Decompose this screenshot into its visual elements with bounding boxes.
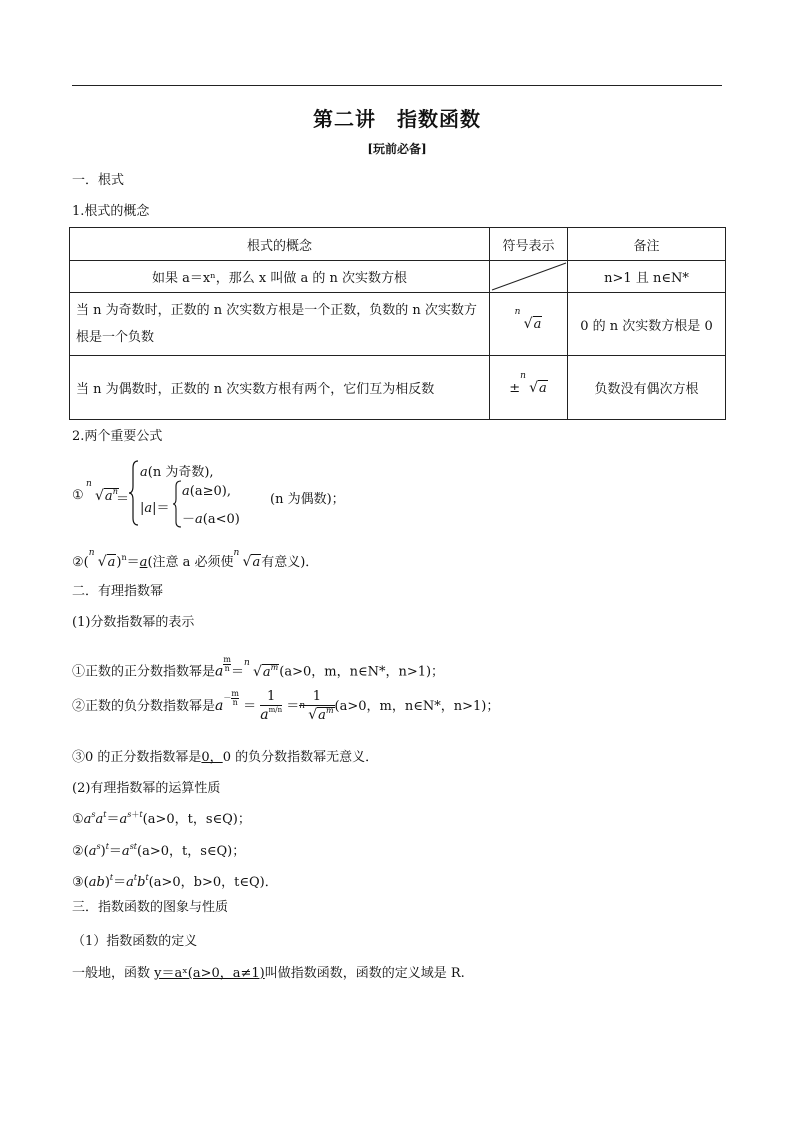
nth-root-a-to-n: n $√a^n$ [86, 479, 118, 504]
section-heading-exponential-function: 三．指数函数的图象与性质 [72, 900, 229, 915]
section-heading-radical: 一．根式 [72, 173, 125, 188]
table-header-concept: 根式的概念 [70, 228, 490, 261]
table-cell-note-2: 0 的 n 次实数方根是 0 [568, 293, 726, 356]
table-cell-symbol-2 [490, 293, 568, 356]
exponential-function-formula: y＝aˣ(a>0，a≠1) [154, 966, 265, 981]
zero-power-rule: ③0 的正分数指数幂是0，0 的负分数指数幂无意义． [72, 750, 379, 765]
formula-1-even-condition: (n 为偶数)； [270, 492, 345, 507]
table-cell-symbol-1-diagonal [490, 261, 568, 293]
page-subtitle: [玩前必备] [367, 142, 427, 156]
fraction-power-negative: ②正数的负分数指数幂是$a^{- \frac{m}{n}}$ ＝ $\frac{1}{a^{m/n}}$ ＝ 1 n $√a^m$ (a>0，m，n∈N*，n>1)； [72, 688, 500, 723]
subheading-radical-concept: 1.根式的概念 [72, 204, 150, 219]
radical-concept-table [69, 227, 726, 420]
subheading-exponential-definition: （1）指数函数的定义 [72, 934, 198, 949]
subheading-fraction-power: (1)分数指数幂的表示 [72, 615, 195, 630]
formula-2-tail: 有意义)． [261, 555, 319, 570]
plus-minus-nth-root-symbol: ± n √a [509, 370, 547, 396]
table-cell-concept-2: 当 n 为奇数时，正数的 n 次实数方根是一个正数，负数的 n 次实数方根是一个负数 [70, 293, 490, 356]
table-cell-concept-1: 如果 a＝xⁿ，那么 x 叫做 a 的 n 次实数方根 [70, 261, 490, 293]
table-cell-symbol-3 [490, 356, 568, 420]
nth-root-a-symbol: n √a [514, 307, 542, 332]
table-header-note: 备注 [568, 228, 726, 261]
formula-1: ① n $√a^n$ ＝ a(n 为奇数), |a|＝ a(a≥0), －a(a<0) (n 为偶数)； [72, 458, 472, 528]
inner-brace-icon [172, 480, 182, 528]
subheading-two-formulas: 2.两个重要公式 [72, 429, 163, 444]
exponential-definition: 一般地，函数 y＝aˣ(a>0，a≠1)叫做指数函数，函数的定义域是 R. [72, 966, 465, 981]
power-rule-2: $②(a^s)^t=a^{st}(a>0$，t，s∈Q)； [72, 842, 246, 859]
left-brace-icon [128, 460, 140, 526]
top-rule [72, 85, 722, 86]
table-cell-note-1: n>1 且 n∈N* [568, 261, 726, 293]
subheading-power-rules: (2)有理指数幂的运算性质 [72, 781, 221, 796]
power-rule-3: $③(ab)^t=a^tb^t(a>0$，b>0，t∈Q)． [72, 873, 278, 890]
table-header-symbol: 符号表示 [490, 228, 568, 261]
formula-2-note: (注意 a 必须使 [147, 555, 234, 570]
formula-1-case-neg: (a<0) [202, 512, 240, 527]
formula-1-case-nonneg: (a≥0), [189, 484, 231, 499]
fraction-power-positive: ①正数的正分数指数幂是a $^{\frac{m}{n}}$ ＝ n $√a^m(a>0$，m，n∈N*，n>1)； [72, 655, 445, 680]
power-rule-1: $①a^sa^t=a^{s+t}(a>0$，t，s∈Q)； [72, 810, 251, 827]
page-title: 第二讲 指数函数 [313, 107, 481, 131]
table-cell-note-3: 负数没有偶次方根 [568, 356, 726, 420]
section-heading-rational-power: 二．有理指数幂 [72, 584, 164, 599]
formula-1-case-odd: (n 为奇数), [147, 465, 214, 480]
table-cell-concept-3: 当 n 为偶数时，正数的 n 次实数方根有两个，它们互为相反数 [70, 356, 490, 420]
formula-2: ②( n √a)$^n$＝a(注意 a 必须使 n √a有意义)． [72, 548, 319, 570]
